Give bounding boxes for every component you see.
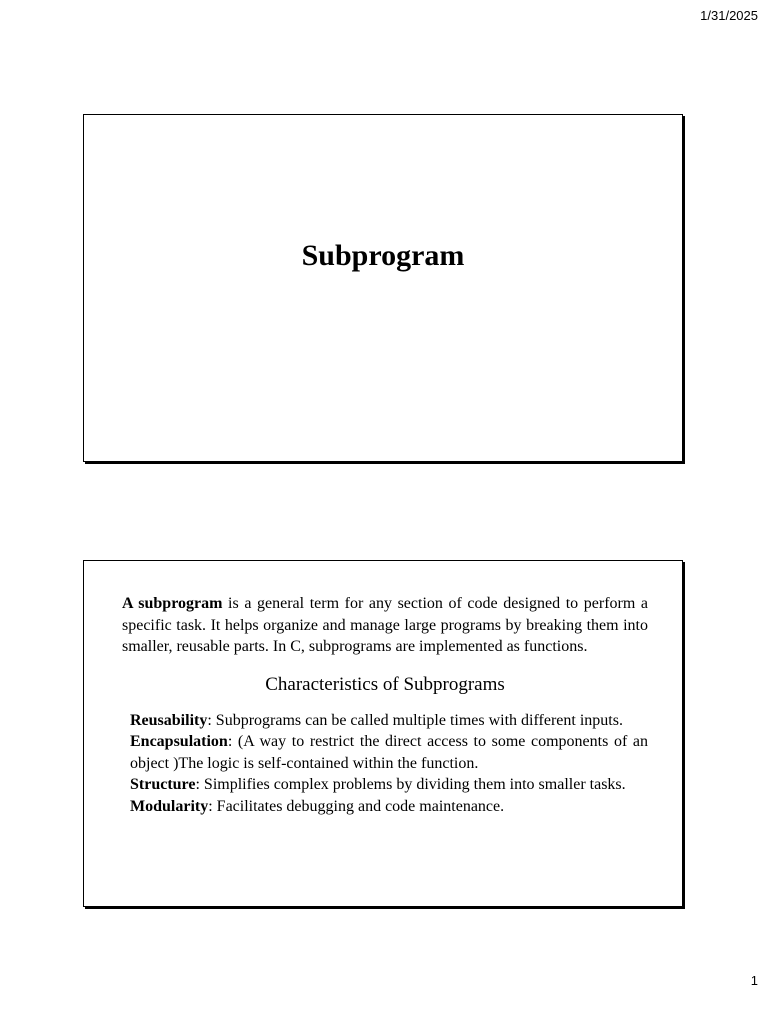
list-item-reusability xyxy=(130,710,648,732)
intro-text: is a general term for any section of code designed to perform a specific task. It helps organize and manage large programs by breaking them into smaller, reusable parts. In C, subprograms are implemented as functions. xyxy=(122,595,648,655)
item-text: : (A way to restrict the direct access to some components of an object )The logic is self-contained within the function. xyxy=(130,733,648,772)
list-item-modularity xyxy=(130,796,648,818)
characteristics-list xyxy=(122,710,648,818)
item-term: Modularity xyxy=(130,797,209,815)
content-slide xyxy=(83,560,683,907)
intro-paragraph xyxy=(122,593,648,658)
item-term: Structure xyxy=(130,776,196,793)
intro-term: A subprogram xyxy=(122,595,223,612)
item-term: Reusability xyxy=(130,711,208,729)
item-term: Encapsulation xyxy=(130,733,228,750)
item-text: : Simplifies complex problems by dividing them into smaller tasks. xyxy=(195,776,626,793)
item-text: : Subprograms can be called multiple times with different inputs. xyxy=(207,711,623,729)
slide-title: Subprogram xyxy=(301,239,465,272)
list-item-encapsulation xyxy=(130,731,648,774)
item-text: : Facilitates debugging and code maintenance. xyxy=(208,797,505,815)
section-heading: Characteristics of Subprograms xyxy=(265,673,505,695)
page-number: 1 xyxy=(750,973,758,988)
page-date: 1/31/2025 xyxy=(700,8,758,23)
title-slide xyxy=(83,114,683,462)
list-item-structure xyxy=(130,774,648,796)
